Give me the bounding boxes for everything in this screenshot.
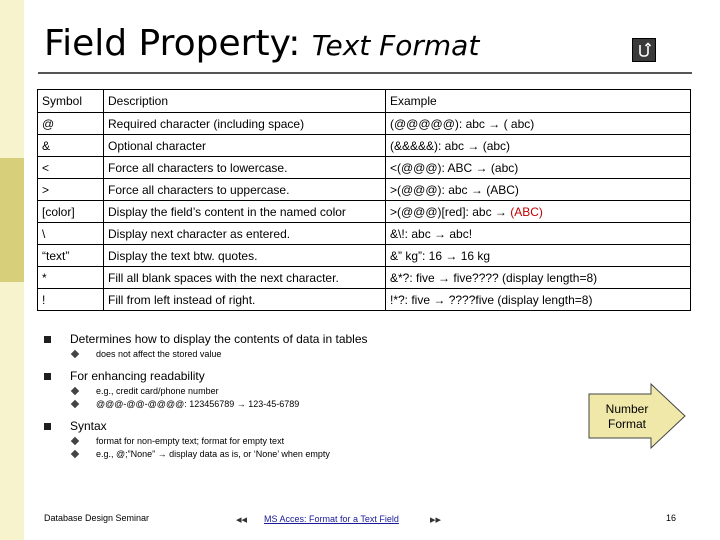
- cell-symbol: &: [38, 135, 104, 157]
- cell-symbol: “text”: [38, 245, 104, 267]
- cell-example: !*?: five → ????five (display length=8): [386, 289, 691, 311]
- cell-description: Force all characters to uppercase.: [104, 179, 386, 201]
- cell-description: Display next character as entered.: [104, 223, 386, 245]
- accent-bar-highlight: [0, 158, 24, 282]
- sub-bullet-item: [44, 398, 544, 411]
- cell-example: <(@@@): ABC → (abc): [386, 157, 691, 179]
- sub-bullet-text: @@@-@@-@@@@: 123456789 → 123-45-6789: [96, 399, 300, 409]
- cell-symbol: <: [38, 157, 104, 179]
- sub-bullet-text: e.g., credit card/phone number: [96, 386, 219, 396]
- footer-link[interactable]: MS Acces: Format for a Text Field: [264, 514, 399, 524]
- diamond-bullet-icon: [71, 350, 79, 358]
- cell-symbol: !: [38, 289, 104, 311]
- sub-bullet-item: [44, 385, 544, 398]
- cell-description: Display the field’s content in the named color: [104, 201, 386, 223]
- cell-symbol: @: [38, 113, 104, 135]
- table-row: [38, 135, 691, 157]
- cell-description: Display the text btw. quotes.: [104, 245, 386, 267]
- table-row: [38, 267, 691, 289]
- cell-example: >(@@@): abc → (ABC): [386, 179, 691, 201]
- cell-symbol: [color]: [38, 201, 104, 223]
- bullet-list: [44, 330, 544, 461]
- header-symbol: Symbol: [38, 90, 104, 113]
- next-slide-icon[interactable]: ▸▸: [430, 514, 442, 526]
- cell-description: Fill from left instead of right.: [104, 289, 386, 311]
- table-row: [38, 245, 691, 267]
- diamond-bullet-icon: [71, 450, 79, 458]
- header-example: Example: [386, 90, 691, 113]
- callout-text: [596, 402, 658, 432]
- cell-symbol: \: [38, 223, 104, 245]
- sub-bullet-text: format for non-empty text; format for empty text: [96, 436, 285, 446]
- table-row: [38, 113, 691, 135]
- cell-example: (@@@@@): abc → ( abc): [386, 113, 691, 135]
- example-prefix: >(@@@)[red]: abc →: [390, 204, 511, 219]
- page-number: 16: [666, 513, 677, 523]
- header-description: Description: [104, 90, 386, 113]
- cell-symbol: *: [38, 267, 104, 289]
- cell-description: Force all characters to lowercase.: [104, 157, 386, 179]
- bullet-item: [44, 330, 544, 348]
- title-sub: Text Format: [311, 29, 480, 62]
- cell-example: &*?: five → five???? (display length=8): [386, 267, 691, 289]
- sub-bullet-text: e.g., @;”None” → display data as is, or ‘None’ when empty: [96, 449, 330, 459]
- diamond-bullet-icon: [71, 437, 79, 445]
- cell-example: &” kg”: 16 → 16 kg: [386, 245, 691, 267]
- cell-symbol: >: [38, 179, 104, 201]
- table-header-row: [38, 90, 691, 113]
- table-row: [38, 179, 691, 201]
- callout-line-2: Format: [607, 417, 646, 431]
- square-bullet-icon: [44, 373, 51, 380]
- diamond-bullet-icon: [71, 387, 79, 395]
- page-title: [44, 22, 479, 68]
- cell-description: Fill all blank spaces with the next character.: [104, 267, 386, 289]
- footer-title: Database Design Seminar: [44, 513, 150, 523]
- cell-description: Optional character: [104, 135, 386, 157]
- bullet-text: Determines how to display the contents of data in tables: [70, 332, 368, 346]
- square-bullet-icon: [44, 423, 51, 430]
- previous-slide-icon[interactable]: ◂◂: [236, 514, 248, 526]
- table-row: [38, 201, 691, 223]
- sub-bullet-text: does not affect the stored value: [96, 349, 222, 359]
- cell-example: (&&&&&): abc → (abc): [386, 135, 691, 157]
- example-red-output: (ABC): [510, 204, 543, 219]
- table-row: [38, 223, 691, 245]
- title-main: Field Property:: [44, 23, 312, 64]
- diamond-bullet-icon: [71, 400, 79, 408]
- cell-description: Required character (including space): [104, 113, 386, 135]
- sub-bullet-item: [44, 348, 544, 361]
- cell-example: [386, 201, 691, 223]
- bullet-item: [44, 417, 544, 435]
- bullet-text: Syntax: [70, 419, 107, 433]
- table-row: [38, 289, 691, 311]
- square-bullet-icon: [44, 336, 51, 343]
- cell-example: &\!: abc → abc!: [386, 223, 691, 245]
- sub-bullet-item: [44, 448, 544, 461]
- return-icon: [636, 42, 652, 58]
- table-row: [38, 157, 691, 179]
- callout-line-1: Number: [605, 402, 649, 416]
- format-symbols-table: [37, 89, 691, 311]
- sub-bullet-item: [44, 435, 544, 448]
- title-divider: [38, 72, 692, 74]
- return-button[interactable]: [632, 38, 656, 62]
- bullet-text: For enhancing readability: [70, 369, 205, 383]
- bullet-item: [44, 367, 544, 385]
